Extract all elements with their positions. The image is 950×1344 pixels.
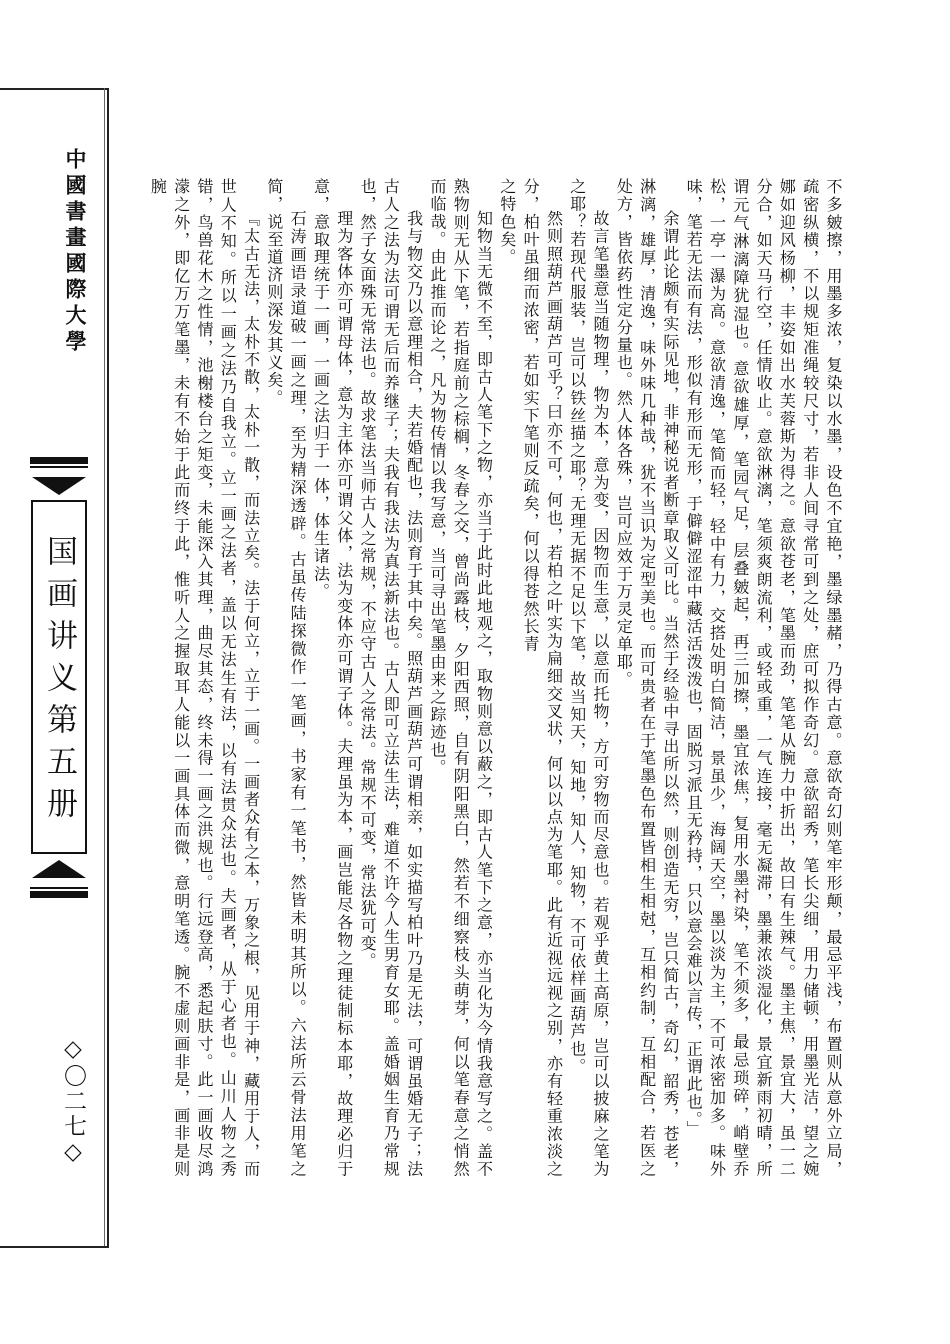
paragraph: 理为客体亦可谓母体，意为主体亦可谓父体，法为变体亦可谓子体。夫理虽为本，画岂能尽各物之理徒制标本耶，故理必归于意，意取理统于一画，一画之法归于一体，体生诸法。 (311, 178, 354, 1178)
school-name: 中國書畫國際大學 (63, 148, 88, 356)
paragraph: 不多皴擦，用墨多浓，复染以水墨，设色不宜艳，墨绿墨赭，乃得古意。意欲奇幻则笔牢形颠，最忌平浅，布置则从意外立局，疏密纵横，不以规矩准绳较尺寸，若非人间寻常可到之处，庶可拟作奇幻。意欲韶秀，笔长尖细，用力储顿，用墨光洁，望之婉娜如迎风杨柳，丰姿如出水芙蓉斯为得之。意欲苍老，笔墨而劲，笔笔从腕力中折出，故曰有生辣气。墨主焦，景宜大，虽一二分合，如天马行空，任情收止。意欲淋漓，笔须爽朗流利，或轻或重，一气连接，毫无凝滞，墨兼浓淡湿化，景宜新雨初晴，所谓元气淋漓障犹湿也。意欲雄厚，笔园气足，层叠皴起，再三加擦，墨宜浓焦，复用水墨衬染，笔不须多，最忌琐碎，峭壁乔松，一亭一瀑为高。意欲清逸，笔简而轻，轻中有力，交搭处明白简洁，景虽少，海阔天空，墨以淡为主，不可浓密加多。味外味，笔若无法而有法，形似有形而无形，于僻僻涩涩中藏活活泼泼也，固脱习派且无矜持，只以意会难以言传，正谓此也。」 (684, 178, 843, 1178)
paragraph: 我与物交乃以意理相合，夫若婚配也，法则育于其中矣。照葫芦画葫芦可谓相亲，如实描写柏叶乃是无法，可谓虽婚无子；法古人之法为法可谓无后而养继子；夫我有我法为真法新法也。古人即可立法生法，难道不许今人生男育女耶。盖婚姻生育乃常规也，然子女面殊无常法也。故求笔法当师古人之常规，不应守古人之常法。常规不可变，常法犹可变。 (358, 178, 424, 1178)
paragraph: 故言笔墨意当随物理，物为本，意为变，因物而生意，以意而托物，方可穷物而尽意也。若观乎黄土高原，岂可以披麻之笔为之耶？若现代服装，岂可以铁丝描之耶？无理无据不足以下笔，故当知天，知地，知人，知物，不可依样画葫芦也。 (567, 178, 611, 1178)
paragraph: 之特色矣。 (497, 178, 517, 266)
body-text (148, 178, 845, 1178)
paragraph: 余谓此论颇有实际见地，非神秘说者断章取义可比。当然于经验中寻出所以然，则创造无穷，岂只简古，奇幻，韶秀，苍老，淋漓，雄厚，清逸，味外味几种哉，犹不当识为定型美也。而可贵者在于笔墨色布置皆相生相尅，互相约制，互相配合，若医之处方，皆依药性定分量也。然人体各殊，岂可应效于万灵定单耶。 (614, 178, 680, 1178)
page-number: ◇〇二七◇ (60, 1036, 86, 1167)
paragraph: 然则照葫芦画葫芦可乎？曰亦不可，何也，若柏之叶实为扁细交叉状，何以以点为笔耶。此有近视远视之别，亦有轻重浓淡之分，柏叶虽细而浓密，若如实下笔则反疏矣，何以得苍然长青 (521, 178, 564, 1178)
page-frame-bottom (0, 1246, 109, 1248)
page-frame-left (107, 88, 109, 1248)
paragraph: 知物当无微不至，即古人笔下之物，亦当于此时此地观之，取物则意以蔽之，即古人笔下之意，亦当化为今情我意写之。盖不熟物则无从下笔，若指庭前之棕榈，冬春之交，曾尚露枝，夕阳西照，自有阴阳黑白，然若不细察枝头萌芽，何以笔春意之悄然而临哉。由此推而论之，凡为物传情以我写意，当可寻出笔墨由来之踪迹也。 (427, 178, 494, 1178)
page-frame-inner-line (104, 88, 105, 1248)
chapter-title: 国画讲义第五册 (41, 535, 77, 829)
quotation: 『太古无法，太朴不散，太朴一散，而法立矣。法于何立，立于一画。一画者众有之本，万象之根，见用于神，藏用于人，而世人不知。所以一画之法乃自我立。立一画之法者，盖以无法生有法，以有法贯众法也。夫画者，从于心者也。山川人物之秀错，鸟兽花木之性情，池榭楼台之矩变，未能深入其理，曲尽其态，终未得一画之洪规也。行远登高，悉起肤寸。此一画收尽鸿濛之外，即亿万万笔墨，未有不始于此而终于此，惟听人之握取耳人能以一画具体而微，意明笔透。腕不虚则画非是，画非是则腕 (148, 178, 261, 1178)
paragraph: 石涛画语录道破一画之理，至为精深透辟。古虽传陆探微作一笔画，书家有一笔书，然皆未明其所以。六法所云骨法用笔之简，说至道济则深发其义矣。 (264, 178, 308, 1178)
page-frame-top (0, 88, 109, 90)
chapter-cartouche (28, 455, 90, 900)
